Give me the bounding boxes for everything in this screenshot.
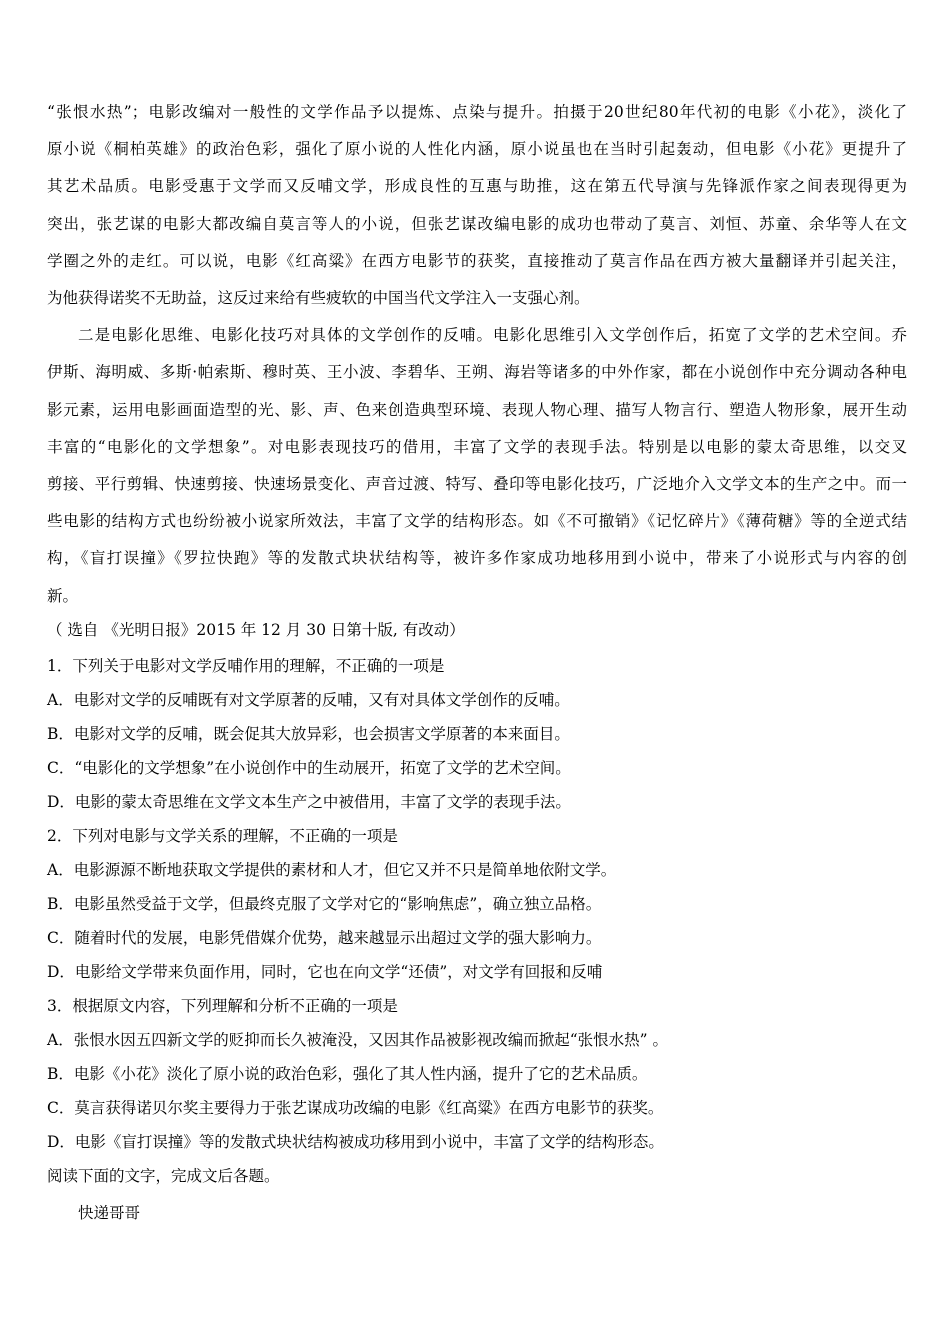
question-list (47, 649, 907, 1159)
reading-instruction: 阅读下面的文字，完成文后各题。 (47, 1166, 280, 1185)
question-stem: 1．下列关于电影对文学反哺作用的理解，不正确的一项是 (47, 656, 445, 675)
paragraph-line: 剪接、平行剪辑、快速剪接、快速场景变化、声音过渡、特写、叠印等电影化技巧，广泛地介入文学文本的生产之中。而一 (47, 475, 907, 494)
question-stem: 3．根据原文内容，下列理解和分析不正确的一项是 (47, 996, 398, 1015)
question-option-a: A．电影源源不断地获取文学提供的素材和人才，但它又并不只是简单地依附文学。 (47, 860, 617, 879)
paragraph-line: 影元素，运用电影画面造型的光、影、声、色来创造典型环境、表现人物心理、描写人物言行、塑造人物形象，展开生动 (47, 400, 907, 419)
question-option-d: D．电影的蒙太奇思维在文学文本生产之中被借用，丰富了文学的表现手法。 (47, 792, 571, 811)
question-option-d: D．电影《盲打误撞》等的发散式块状结构被成功移用到小说中，丰富了文学的结构形态。 (47, 1132, 664, 1151)
article (47, 94, 907, 645)
paragraph-line: 些电影的结构方式也纷纷被小说家所效法，丰富了文学的结构形态。如《不可撤销》《记忆碎片》《薄荷糖》等的全逆式结 (47, 512, 907, 531)
paragraph-line: 二是电影化思维、电影化技巧对具体的文学创作的反哺。电影化思维引入文学创作后，拓宽了文学的艺术空间。乔 (78, 326, 907, 345)
paragraph-line: 伊斯、海明威、多斯·帕索斯、穆时英、王小波、李碧华、王朔、海岩等诸多的中外作家，都在小说创作中充分调动各种电 (47, 363, 907, 382)
paragraph-line: 丰富的“电影化的文学想象”。对电影表现技巧的借用，丰富了文学的表现手法。特别是以电影的蒙太奇思维，以交叉 (47, 437, 907, 456)
question-1 (47, 649, 907, 819)
paragraph-line: 其艺术品质。电影受惠于文学而又反哺文学，形成良性的互惠与助推，这在第五代导演与先锋派作家之间表现得更为 (47, 177, 907, 196)
question-option-a: A．张恨水因五四新文学的贬抑而长久被淹没，又因其作品被影视改编而掀起“张恨水热” 。 (47, 1030, 668, 1049)
story-title: 快递哥哥 (78, 1203, 141, 1222)
question-option-d: D．电影给文学带来负面作用，同时，它也在向文学“还债”，对文学有回报和反哺 (47, 962, 603, 981)
question-option-c: C．莫言获得诺贝尔奖主要得力于张艺谋成功改编的电影《红高粱》在西方电影节的获奖。 (47, 1098, 664, 1117)
question-option-a: A．电影对文学的反哺既有对文学原著的反哺，又有对具体文学创作的反哺。 (47, 690, 570, 709)
article-source: （ 选自 《光明日报》2015 年 12 月 30 日第十版, 有改动） (47, 620, 465, 639)
paragraph-line: 构，《盲打误撞》《罗拉快跑》等的发散式块状结构等，被许多作家成功地移用到小说中，带来了小说形式与内容的创 (47, 549, 907, 568)
question-option-c: C．“电影化的文学想象”在小说创作中的生动展开，拓宽了文学的艺术空间。 (47, 758, 571, 777)
question-option-b: B．电影虽然受益于文学，但最终克服了文学对它的“影响焦虑”，确立独立品格。 (47, 894, 602, 913)
paragraph-line: 学圈之外的走红。可以说，电影《红高粱》在西方电影节的获奖，直接推动了莫言作品在西方被大量翻译并引起关注， (47, 251, 907, 270)
paragraph-line: “张恨水热”；电影改编对一般性的文学作品予以提炼、点染与提升。拍摄于20世纪80年代初的电影《小花》，淡化了 (47, 103, 907, 121)
paragraph-line: 为他获得诺奖不无助益，这反过来给有些疲软的中国当代文学注入一支强心剂。 (47, 289, 590, 308)
paragraph-line: 新。 (47, 586, 79, 605)
question-2 (47, 819, 907, 989)
question-option-b: B．电影《小花》淡化了原小说的政治色彩，强化了其人性内涵，提升了它的艺术品质。 (47, 1064, 648, 1083)
question-option-c: C．随着时代的发展，电影凭借媒介优势，越来越显示出超过文学的强大影响力。 (47, 928, 602, 947)
article-paragraph-1 (47, 94, 907, 317)
document-page (47, 94, 907, 1233)
paragraph-line: 突出，张艺谋的电影大都改编自莫言等人的小说，但张艺谋改编电影的成功也带动了莫言、刘恒、苏童、余华等人在文 (47, 214, 907, 233)
question-option-b: B．电影对文学的反哺，既会促其大放异彩，也会损害文学原著的本来面目。 (47, 724, 570, 743)
question-3 (47, 989, 907, 1159)
question-stem: 2．下列对电影与文学关系的理解，不正确的一项是 (47, 826, 398, 845)
article-paragraph-2 (47, 317, 907, 615)
paragraph-line: 原小说《桐柏英雄》的政治色彩，强化了原小说的人性化内涵，原小说虽也在当时引起轰动，但电影《小花》更提升了 (47, 140, 907, 159)
